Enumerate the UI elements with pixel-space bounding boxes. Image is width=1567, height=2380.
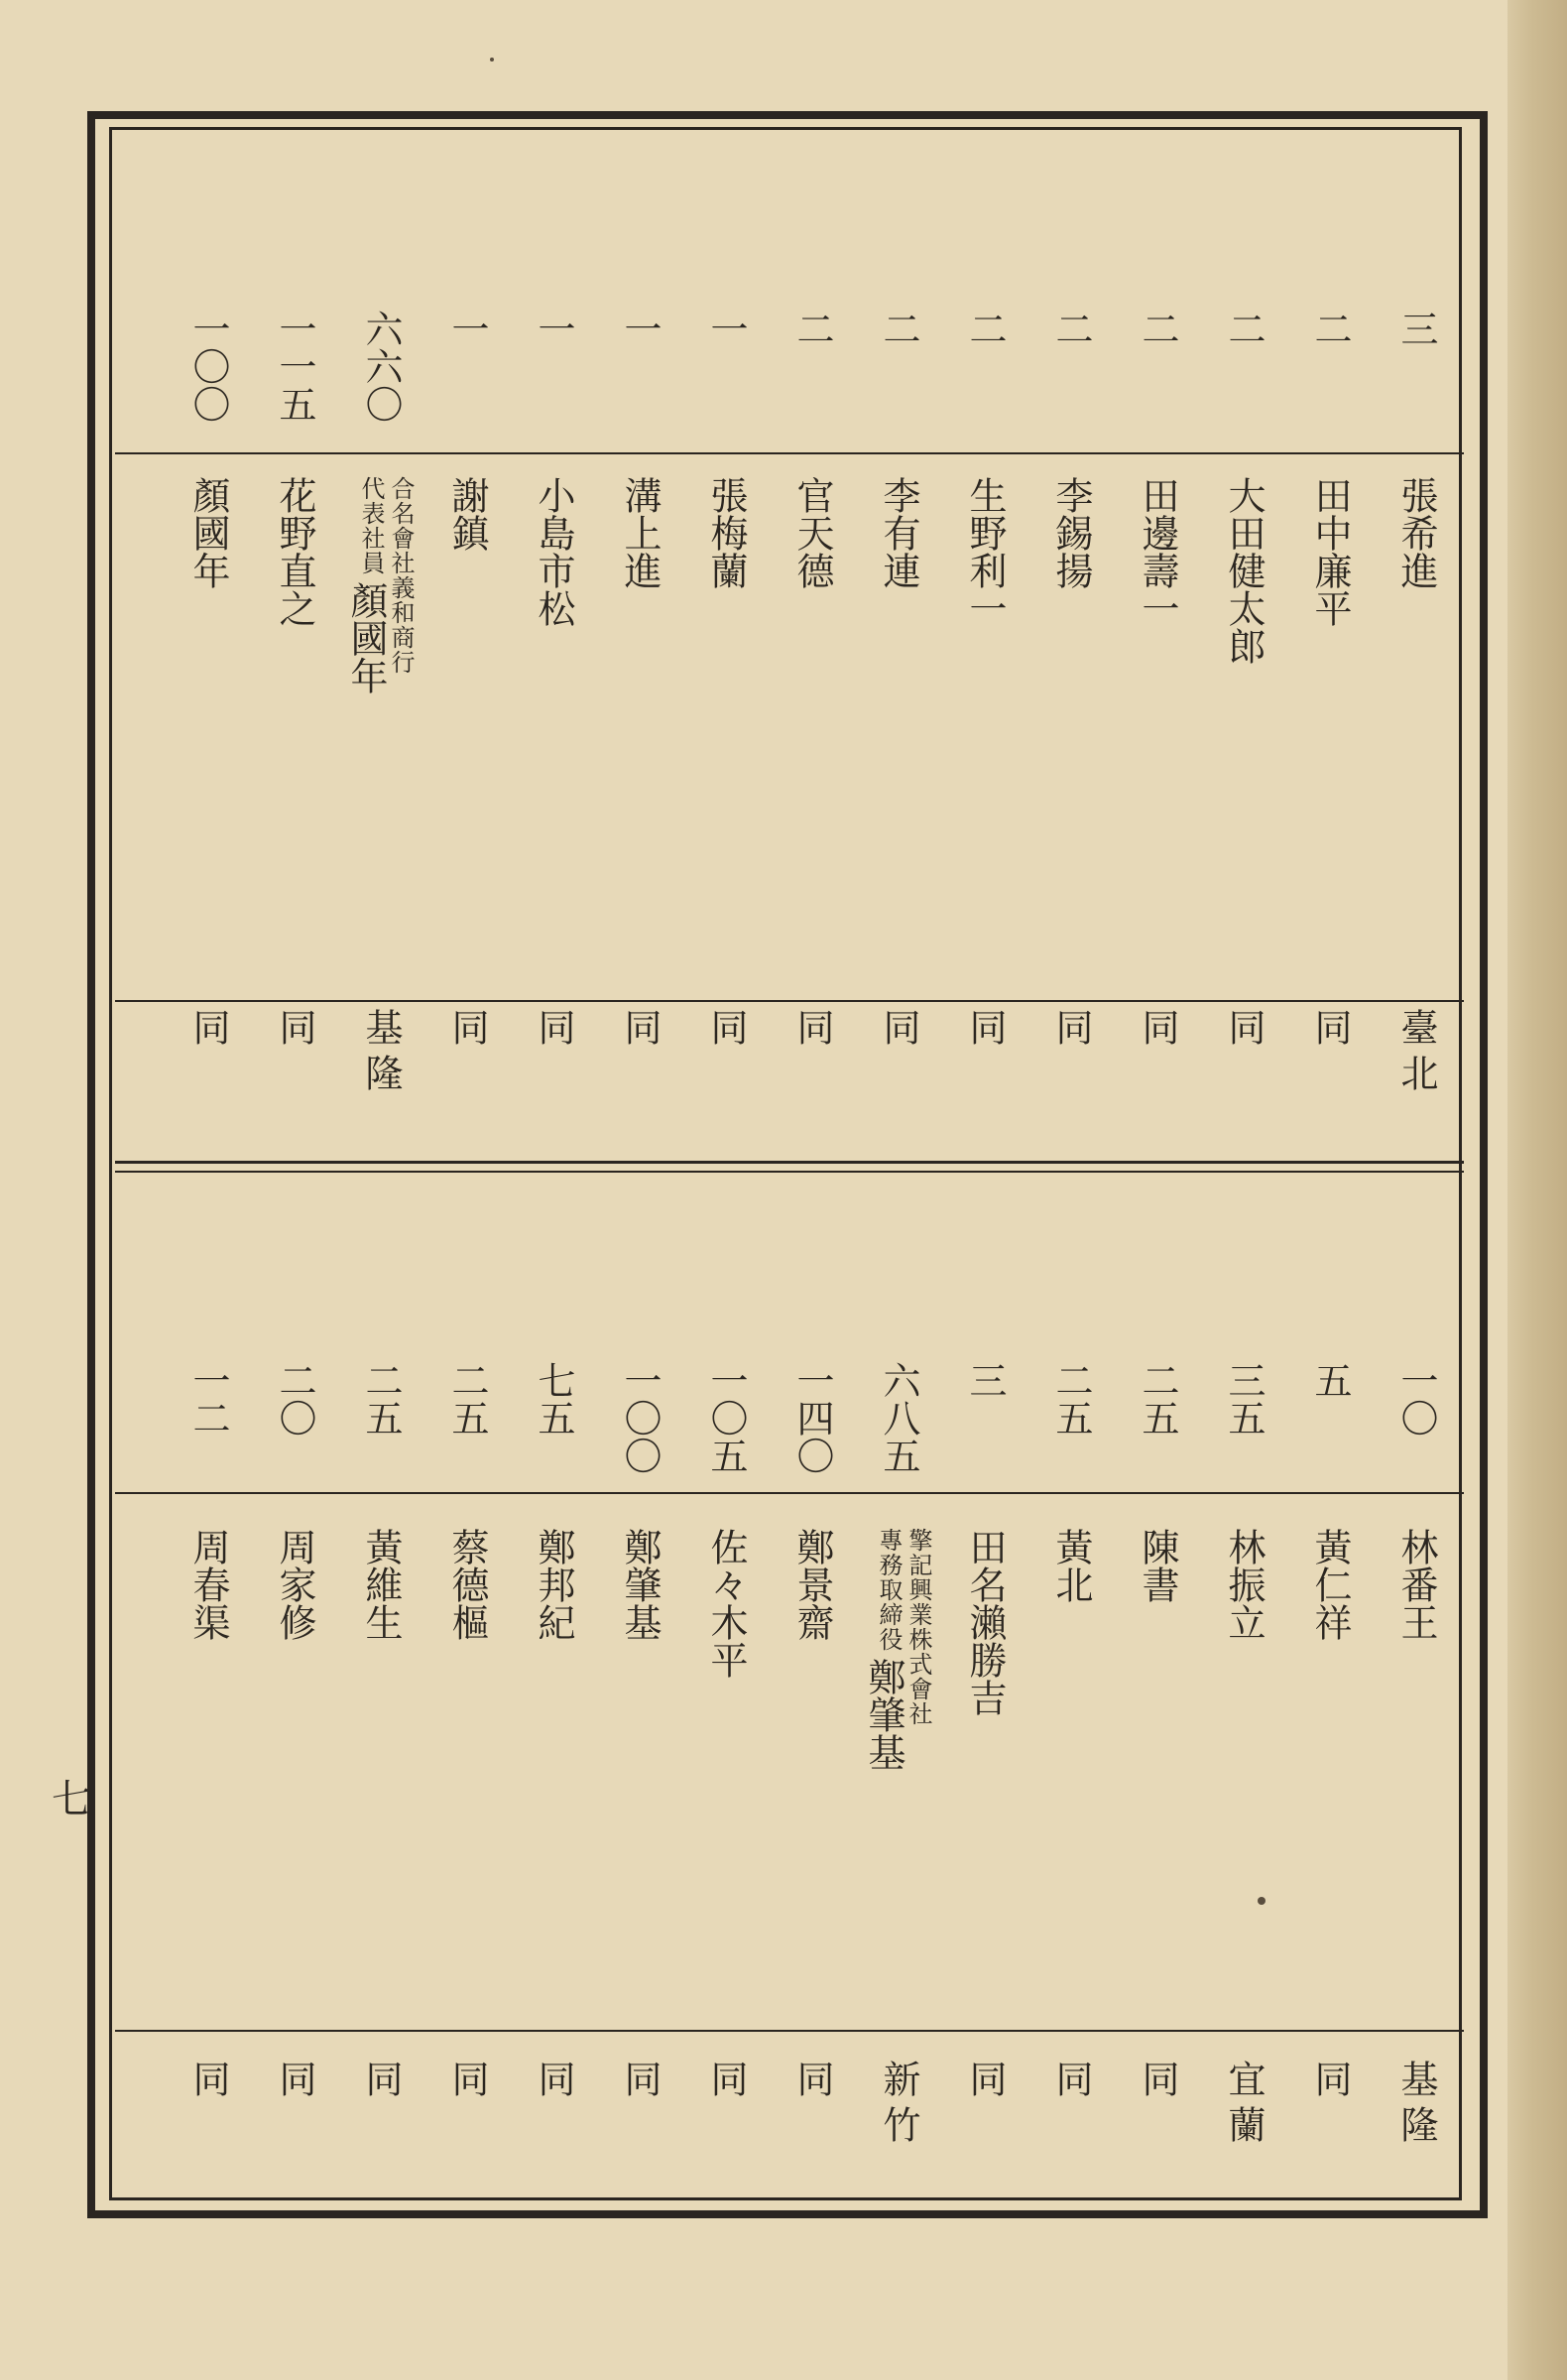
section-divider-lower [115,1171,1464,1173]
share-count: 二五 [359,1361,403,1437]
holder-name: 小島市松 [532,476,575,627]
share-count: 二 [1049,310,1093,347]
share-count: 二 [963,310,1007,347]
holder-name: 官天德 [790,476,834,589]
share-count: 二 [1308,310,1352,347]
share-count: 二五 [1136,1361,1179,1437]
top-number-rule [115,452,1464,454]
location: 同 [1308,1008,1352,1054]
holder-name: 黃北 [1049,1528,1093,1603]
company-line: 專務取締役 [875,1528,903,1652]
page-edge [1507,0,1567,2380]
location: 同 [359,2060,403,2105]
holder-name: 田中廉平 [1308,476,1352,627]
share-count: 二五 [445,1361,489,1437]
holder-name: 花野直之 [273,476,316,627]
representative-name: 顏國年 [344,581,388,694]
holder-name: 田邊壽一 [1136,476,1179,627]
holder-name: 溝上進 [618,476,662,589]
share-count: 五 [1308,1361,1352,1399]
company-line: 擎記興業株式會社 [904,1528,932,1726]
company-entry [863,1528,934,2024]
print-speck [1258,1897,1266,1905]
holder-name: 田名瀨勝吉 [963,1528,1007,1716]
share-count: 六六〇 [359,310,403,423]
location: 同 [963,1008,1007,1054]
location: 同 [532,2060,575,2105]
location: 同 [1049,1008,1093,1054]
share-count: 一〇 [1394,1361,1438,1437]
holder-name: 佐々木平 [704,1528,748,1679]
share-count: 三 [963,1361,1007,1399]
company-line: 代表社員 [357,476,385,575]
top-location-rule [115,1000,1464,1002]
location: 同 [877,1008,920,1054]
share-count: 六八五 [877,1361,920,1474]
holder-name: 林番王 [1394,1528,1438,1641]
holder-name: 黃維生 [359,1528,403,1641]
page-number: 七 [52,1777,91,1822]
holder-name: 李錫揚 [1049,476,1093,589]
bottom-number-rule [115,1492,1464,1494]
holder-name: 鄭景齋 [790,1528,834,1641]
location: 基隆 [1394,2060,1438,2151]
location: 同 [1308,2060,1352,2105]
location: 同 [790,1008,834,1054]
company-line: 合名會社義和商行 [387,476,415,675]
location: 同 [186,2060,230,2105]
location: 基隆 [359,1008,403,1099]
holder-name: 周春渠 [186,1528,230,1641]
share-count: 一〇五 [704,1361,748,1474]
company-entry [345,476,417,972]
share-count: 二 [877,310,920,347]
location: 同 [532,1008,575,1054]
holder-name: 陳書 [1136,1528,1179,1603]
location: 臺北 [1394,1008,1438,1099]
holder-name: 周家修 [273,1528,316,1641]
holder-name: 大田健太郎 [1222,476,1266,665]
share-count: 二〇 [273,1361,316,1437]
share-count: 一 [618,310,662,347]
share-count: 二 [1136,310,1179,347]
location: 同 [618,1008,662,1054]
holder-name: 張希進 [1394,476,1438,589]
holder-name: 鄭邦紀 [532,1528,575,1641]
holder-name: 生野利一 [963,476,1007,627]
location: 同 [704,2060,748,2105]
share-count: 二 [790,310,834,347]
share-count: 一〇〇 [186,310,230,423]
location: 同 [445,2060,489,2105]
holder-name: 李有連 [877,476,920,589]
holder-name: 蔡德樞 [445,1528,489,1641]
location: 同 [186,1008,230,1054]
holder-name: 林振立 [1222,1528,1266,1641]
holder-name: 鄭肇基 [618,1528,662,1641]
share-count: 一〇〇 [618,1361,662,1474]
location: 同 [273,2060,316,2105]
section-divider-upper [115,1161,1464,1164]
location: 新竹 [877,2060,920,2151]
print-speck [490,58,494,62]
holder-name: 顏國年 [186,476,230,589]
bottom-location-rule [115,2030,1464,2032]
share-count: 三 [1394,310,1438,347]
share-count: 一 [532,310,575,347]
share-count: 一 [704,310,748,347]
location: 同 [445,1008,489,1054]
holder-name: 黃仁祥 [1308,1528,1352,1641]
representative-name: 鄭肇基 [862,1658,905,1771]
location: 同 [1049,2060,1093,2105]
location: 宜蘭 [1222,2060,1266,2151]
location: 同 [1136,1008,1179,1054]
share-count: 三五 [1222,1361,1266,1437]
share-count: 二 [1222,310,1266,347]
location: 同 [704,1008,748,1054]
location: 同 [618,2060,662,2105]
location: 同 [963,2060,1007,2105]
holder-name: 謝鎮 [445,476,489,552]
share-count: 一 [445,310,489,347]
location: 同 [790,2060,834,2105]
share-count: 一四〇 [790,1361,834,1474]
share-count: 二五 [1049,1361,1093,1437]
share-count: 一一五 [273,310,316,423]
location: 同 [273,1008,316,1054]
holder-name: 張梅蘭 [704,476,748,589]
share-count: 一二 [186,1361,230,1437]
share-count: 七五 [532,1361,575,1437]
location: 同 [1136,2060,1179,2105]
location: 同 [1222,1008,1266,1054]
